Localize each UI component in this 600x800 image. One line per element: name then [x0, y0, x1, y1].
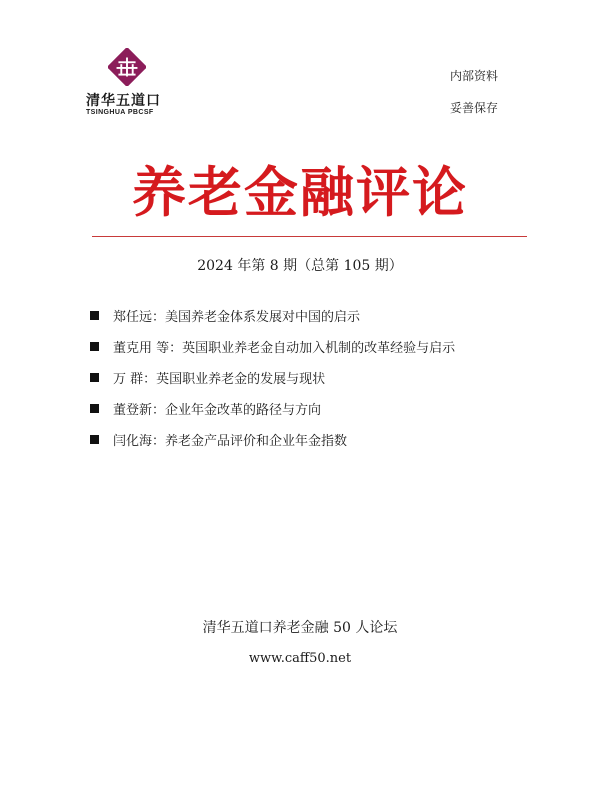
- toc-item: [90, 362, 550, 393]
- keep-safe-note: 妥善保存: [449, 101, 498, 115]
- internal-material-note: 内部资料: [449, 69, 498, 83]
- square-bullet-icon: [90, 342, 99, 351]
- logo: [86, 48, 166, 120]
- toc-item-text: 万 群：英国职业养老金的发展与现状: [113, 372, 326, 387]
- publisher-name: 清华五道口养老金融 50 人论坛: [202, 620, 398, 636]
- title-divider: [92, 236, 527, 237]
- toc-item: [90, 424, 550, 455]
- tsinghua-pbcsf-logo-icon: [108, 48, 146, 86]
- table-of-contents: [90, 300, 550, 455]
- logo-name-cn: 清华五道口: [86, 93, 161, 109]
- square-bullet-icon: [90, 435, 99, 444]
- square-bullet-icon: [90, 404, 99, 413]
- square-bullet-icon: [90, 373, 99, 382]
- website-link[interactable]: www.caff50.net: [248, 651, 352, 666]
- toc-item-text: 闫化海：养老金产品评价和企业年金指数: [113, 434, 348, 449]
- toc-item: [90, 393, 550, 424]
- toc-item-text: 郑任远：美国养老金体系发展对中国的启示: [113, 310, 361, 325]
- issue-number: 2024 年第 8 期（总第 105 期）: [197, 258, 403, 274]
- toc-item: [90, 331, 550, 362]
- toc-item-text: 董登新：企业年金改革的路径与方向: [113, 403, 322, 418]
- logo-name-en: TSINGHUA PBCSF: [86, 109, 154, 116]
- toc-item-text: 董克用 等：英国职业养老金自动加入机制的改革经验与启示: [113, 341, 456, 356]
- square-bullet-icon: [90, 311, 99, 320]
- journal-title: 养老金融评论: [132, 160, 468, 224]
- toc-item: [90, 300, 550, 331]
